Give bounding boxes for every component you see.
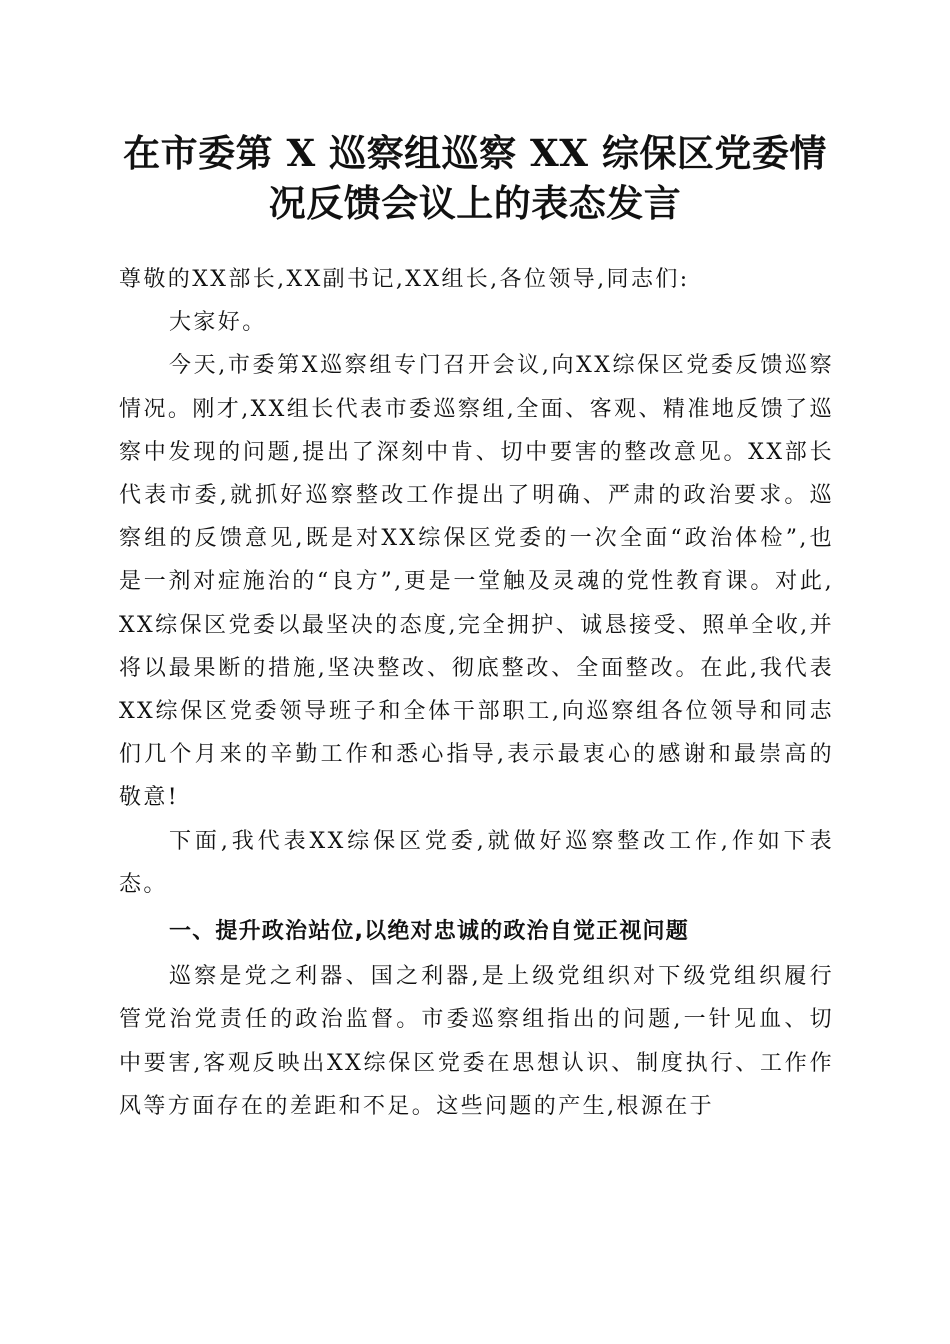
document-body	[119, 258, 834, 1128]
opening-paragraph: 今天,市委第X巡察组专门召开会议,向XX综保区党委反馈巡察情况。刚才,XX组长代表市委巡察组,全面、客观、精准地反馈了巡察中发现的问题,提出了深刻中肯、切中要害的整改意见。XX部长代表市委,就抓好巡察整改工作提出了明确、严肃的政治要求。巡察组的反馈意见,既是对XX综保区党委的一次全面“政治体检”,也是一剂对症施治的“良方”,更是一堂触及灵魂的党性教育课。对此,XX综保区党委以最坚决的态度,完全拥护、诚恳接受、照单全收,并将以最果断的措施,坚决整改、彻底整改、全面整改。在此,我代表XX综保区党委领导班子和全体干部职工,向巡察组各位领导和同志们几个月来的辛勤工作和悉心指导,表示最衷心的感谢和最崇高的敬意!	[119, 353, 834, 811]
statement-intro-paragraph: 下面,我代表XX综保区党委,就做好巡察整改工作,作如下表态。	[119, 828, 834, 897]
section-paragraph: 巡察是党之利器、国之利器,是上级党组织对下级党组织履行管党治党责任的政治监督。市委巡察组指出的问题,一针见血、切中要害,客观反映出XX综保区党委在思想认识、制度执行、工作作风等方面存在的差距和不足。这些问题的产生,根源在于	[119, 964, 834, 1119]
salutation: 尊敬的XX部长,XX副书记,XX组长,各位领导,同志们:	[119, 267, 690, 292]
document-title: 在市委第 X 巡察组巡察 XX 综保区党委情况反馈会议上的表态发言	[123, 131, 827, 225]
section-heading: 一、提升政治站位,以绝对忠诚的政治自觉正视问题	[169, 919, 689, 945]
greeting-paragraph: 大家好。	[169, 310, 267, 336]
